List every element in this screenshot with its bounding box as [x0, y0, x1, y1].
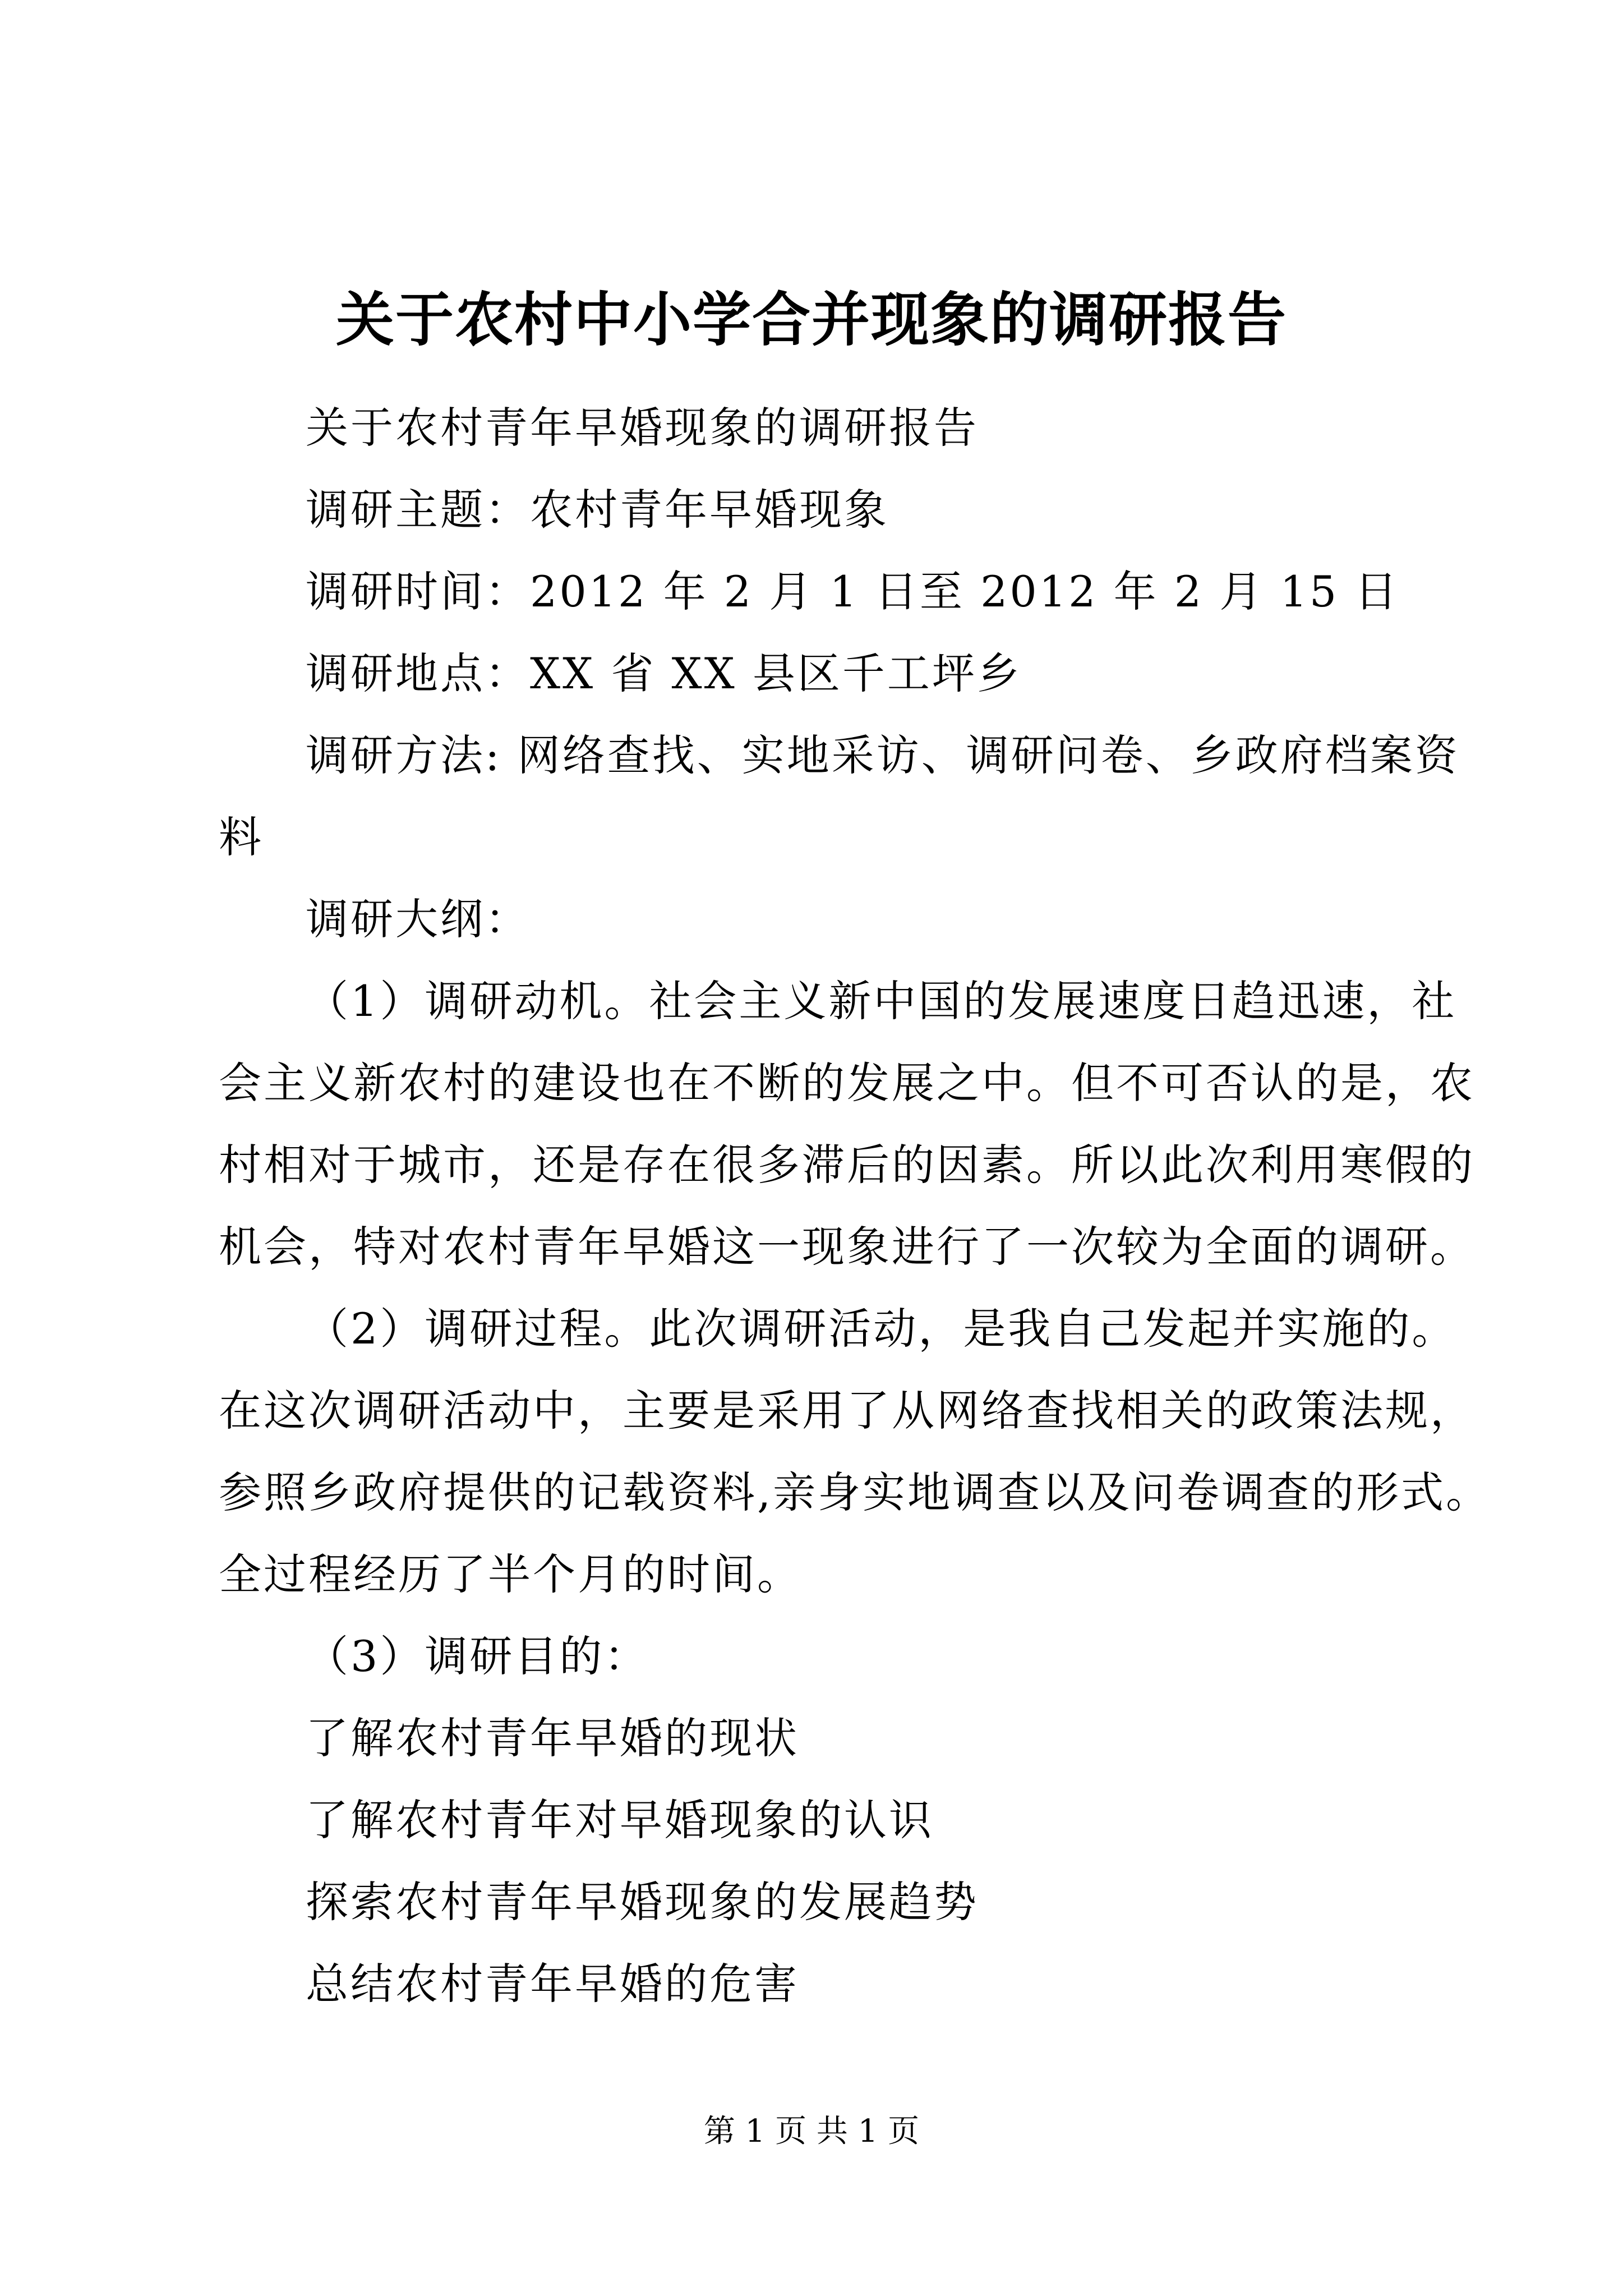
survey-topic-line: 调研主题：农村青年早婚现象 [306, 485, 889, 535]
survey-method-line-continued: 料 [219, 812, 264, 862]
motivation-paragraph-line: （1）调研动机。社会主义新中国的发展速度日趋迅速，社 [306, 976, 1457, 1026]
document-title: 关于农村中小学合并现象的调研报告 [335, 285, 1287, 354]
process-paragraph-line: 全过程经历了半个月的时间。 [219, 1549, 802, 1599]
process-paragraph-line: （2）调研过程。此次调研活动，是我自己发起并实施的。 [306, 1304, 1457, 1354]
motivation-paragraph-line: 机会，特对农村青年早婚这一现象进行了一次较为全面的调研。 [219, 1222, 1475, 1272]
process-paragraph-line: 参照乡政府提供的记载资料,亲身实地调查以及问卷调查的形式。 [219, 1467, 1491, 1517]
subtitle-line: 关于农村青年早婚现象的调研报告 [306, 403, 979, 453]
survey-time-line: 调研时间：2012 年 2 月 1 日至 2012 年 2 月 15 日 [306, 567, 1400, 616]
survey-location-line: 调研地点：XX 省 XX 县区千工坪乡 [306, 648, 1022, 698]
survey-outline-heading: 调研大纲： [306, 894, 530, 944]
document-body [219, 387, 1491, 2025]
motivation-paragraph-line: 会主义新农村的建设也在不断的发展之中。但不可否认的是，农 [219, 1058, 1475, 1108]
purpose-item: 了解农村青年对早婚现象的认识 [306, 1795, 934, 1845]
purpose-item: 探索农村青年早婚现象的发展趋势 [306, 1877, 979, 1927]
purpose-item: 了解农村青年早婚的现状 [306, 1713, 799, 1763]
process-paragraph-line: 在这次调研活动中，主要是采用了从网络查找相关的政策法规， [219, 1386, 1475, 1435]
motivation-paragraph-line: 村相对于城市，还是存在很多滞后的因素。所以此次利用寒假的 [219, 1140, 1475, 1190]
purpose-heading: （3）调研目的： [306, 1631, 649, 1681]
page-footer: 第 1 页 共 1 页 [703, 2113, 920, 2150]
purpose-item: 总结农村青年早婚的危害 [306, 1959, 799, 2009]
survey-method-line: 调研方法: 网络查找、实地采访、调研问卷、乡政府档案资 [306, 730, 1460, 780]
